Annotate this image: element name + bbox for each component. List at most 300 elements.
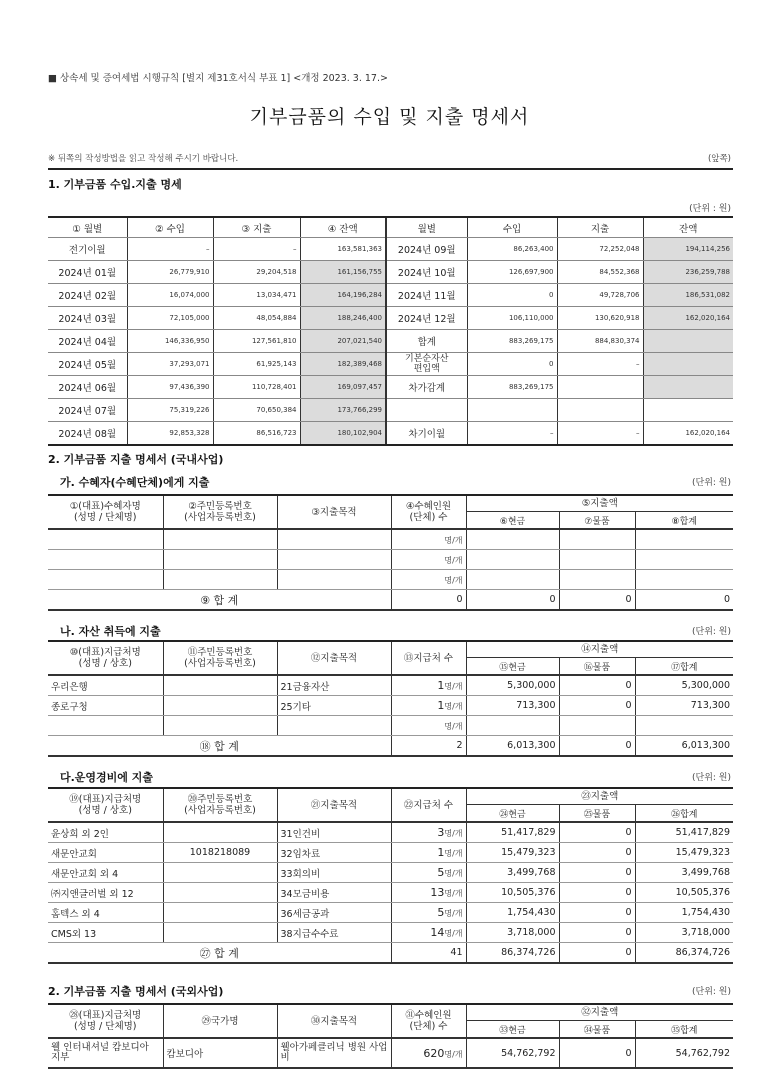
header-cell: ⑫지출목적: [277, 641, 391, 675]
name-cell: [48, 550, 163, 570]
name-cell: 새문안교회: [48, 843, 163, 863]
registration-cell: [163, 570, 277, 590]
table-row: [48, 399, 733, 422]
sum-label: ⑨ 합 계: [48, 590, 391, 611]
purpose-cell: 33회의비: [277, 863, 391, 883]
header-cell: ㉒지급처 수: [391, 788, 466, 822]
table-row: [48, 863, 733, 883]
name-cell: 새문안교회 외 4: [48, 863, 163, 883]
header-cell: ⑬지급처 수: [391, 641, 466, 675]
name-cell: ㈜지앤글러벌 외 12: [48, 883, 163, 903]
month-cell: 2024년 05월: [48, 353, 127, 376]
header-text: (성명 / 단체명): [73, 1021, 137, 1032]
cash-cell: [466, 570, 559, 590]
section3-title: 2. 기부금품 지출 명세서 (국외사업): [48, 985, 224, 998]
total-cell: 1,754,430: [635, 903, 733, 923]
header-cell: [48, 641, 163, 675]
registration-cell: [163, 863, 277, 883]
registration-cell: [163, 696, 277, 716]
income-cell: 92,853,328: [127, 422, 213, 446]
sum-total: 6,013,300: [635, 736, 733, 757]
expense-cell: 127,561,810: [213, 330, 300, 353]
header-cell: [391, 1004, 466, 1038]
table-row: [48, 716, 733, 736]
sum-label: ⑱ 합 계: [48, 736, 391, 757]
count-cell: [391, 843, 466, 863]
balance-cell: 236,259,788: [643, 261, 733, 284]
count-unit: 명/개: [444, 722, 463, 731]
balance-cell: 173,766,299: [300, 399, 386, 422]
sum-total: 0: [635, 590, 733, 611]
table-row: [48, 570, 733, 590]
count-unit: 명/개: [444, 1049, 463, 1059]
header-cell: ㉔현금: [466, 805, 559, 823]
count-unit: 명/개: [444, 576, 463, 585]
balance-cell: 207,021,540: [300, 330, 386, 353]
header-text: (성명 / 상호): [78, 805, 132, 816]
income-cell: 26,779,910: [127, 261, 213, 284]
cash-cell: 51,417,829: [466, 822, 559, 843]
column-header: 잔액: [643, 217, 733, 238]
header-cell: ③지출목적: [277, 495, 391, 529]
total-cell: 10,505,376: [635, 883, 733, 903]
sum-cash: 86,374,726: [466, 943, 559, 964]
purpose-cell: 38지급수수료: [277, 923, 391, 943]
table-row: [48, 330, 733, 353]
purpose-cell: 36세금공과: [277, 903, 391, 923]
table-row: [48, 675, 733, 696]
income-cell: [467, 399, 557, 422]
name-cell: 종로구청: [48, 696, 163, 716]
table-row: [48, 883, 733, 903]
registration-cell: [163, 529, 277, 550]
income-cell: 883,269,175: [467, 376, 557, 399]
month-cell: 2024년 04월: [48, 330, 127, 353]
count-unit: 명/개: [444, 929, 463, 938]
table-row: [48, 284, 733, 307]
income-cell: 86,263,400: [467, 238, 557, 261]
registration-cell: [163, 903, 277, 923]
month-cell: 전기이월: [48, 238, 127, 261]
total-cell: 713,300: [635, 696, 733, 716]
header-cell: [391, 495, 466, 529]
name-cell: [48, 716, 163, 736]
expense-cell: [557, 376, 643, 399]
section2-ga-unit: (단위: 원): [692, 478, 731, 488]
month-cell: 2024년 01월: [48, 261, 127, 284]
header-cell: [163, 788, 277, 822]
cash-cell: [466, 716, 559, 736]
purpose-cell: 21금융자산: [277, 675, 391, 696]
count-cell: [391, 863, 466, 883]
month-cell: [386, 353, 467, 376]
count-unit: 명/개: [444, 682, 463, 691]
income-cell: 75,319,226: [127, 399, 213, 422]
purpose-cell: 웰아가페클리닉 병원 사업비: [277, 1038, 391, 1068]
month-cell: 차기이월: [386, 422, 467, 446]
header-text: (성명 / 단체명): [73, 512, 137, 523]
goods-cell: [559, 570, 635, 590]
registration-cell: 1018218089: [163, 843, 277, 863]
income-cell: 97,436,390: [127, 376, 213, 399]
expense-cell: 86,516,723: [213, 422, 300, 446]
country-cell: 캄보디아: [163, 1038, 277, 1068]
header-cell: ⑯물품: [559, 658, 635, 676]
column-header: 수입: [467, 217, 557, 238]
table-row: [48, 822, 733, 843]
sum-goods: 0: [559, 943, 635, 964]
count-value: 1: [437, 846, 445, 859]
count-cell: [391, 923, 466, 943]
name-cell: [48, 570, 163, 590]
balance-cell: 162,020,164: [643, 307, 733, 330]
table-row: [48, 422, 733, 446]
total-cell: [635, 570, 733, 590]
total-cell: 5,300,000: [635, 675, 733, 696]
count-unit: 명/개: [444, 702, 463, 711]
cash-cell: 713,300: [466, 696, 559, 716]
month-label: 기본순자산 편입액: [405, 354, 449, 374]
section1-unit: (단위 : 원): [689, 204, 731, 214]
table-row: [48, 923, 733, 943]
sum-row: [48, 943, 733, 964]
count-value: 14: [430, 926, 445, 939]
count-value: 1: [437, 699, 445, 712]
table-row: [48, 353, 733, 376]
regulation-note: ■ 상속세 및 증여세법 시행규칙 [별지 제31호서식 부표 1] <개정 2023. 3. 17.>: [48, 73, 388, 84]
count-cell: [391, 529, 466, 550]
count-value: 620: [423, 1046, 445, 1060]
total-cell: 54,762,792: [635, 1038, 733, 1068]
registration-cell: [163, 550, 277, 570]
sum-label: ㉗ 합 계: [48, 943, 391, 964]
name-cell: CMS외 13: [48, 923, 163, 943]
table-row: [48, 261, 733, 284]
table-header-row: [48, 217, 733, 238]
income-cell: 146,336,950: [127, 330, 213, 353]
expense-cell: 884,830,374: [557, 330, 643, 353]
sum-cash: 6,013,300: [466, 736, 559, 757]
expense-cell: –: [557, 422, 643, 446]
name-cell: [48, 529, 163, 550]
balance-cell: 182,389,468: [300, 353, 386, 376]
goods-cell: 0: [559, 696, 635, 716]
count-cell: [391, 883, 466, 903]
page-title: 기부금품의 수입 및 지출 명세서: [249, 106, 530, 128]
column-header: ① 월별: [48, 217, 127, 238]
header-text: ②주민등록번호: [188, 501, 252, 512]
total-cell: 3,718,000: [635, 923, 733, 943]
column-header: ③ 지출: [213, 217, 300, 238]
count-cell: [391, 675, 466, 696]
header-cell: ⑰합계: [635, 658, 733, 676]
table-row: [48, 696, 733, 716]
registration-cell: [163, 883, 277, 903]
expense-cell: 84,552,368: [557, 261, 643, 284]
cash-cell: 54,762,792: [466, 1038, 559, 1068]
header-text: (단체) 수: [409, 512, 448, 523]
count-unit: 명/개: [444, 869, 463, 878]
count-cell: [391, 550, 466, 570]
header-text: ⑩(대표)지급처명: [69, 647, 141, 658]
header-text: ⑳주민등록번호: [187, 794, 253, 805]
balance-cell: 161,156,755: [300, 261, 386, 284]
count-unit: 명/개: [444, 829, 463, 838]
table-row: [48, 843, 733, 863]
goods-cell: 0: [559, 675, 635, 696]
header-text: (성명 / 상호): [78, 658, 132, 669]
count-unit: 명/개: [444, 849, 463, 858]
count-cell: [391, 903, 466, 923]
income-cell: 0: [467, 353, 557, 376]
table-row: [48, 238, 733, 261]
count-cell: [391, 570, 466, 590]
balance-cell: 162,020,164: [643, 422, 733, 446]
divider: [48, 168, 733, 170]
operating-expense-table: [48, 787, 733, 964]
expense-cell: 29,204,518: [213, 261, 300, 284]
header-cell: ⑥현금: [466, 512, 559, 530]
column-header: ② 수입: [127, 217, 213, 238]
goods-cell: [559, 550, 635, 570]
header-text: ④수혜인원: [405, 501, 452, 512]
header-cell: ⑦물품: [559, 512, 635, 530]
month-cell: 2024년 06월: [48, 376, 127, 399]
purpose-cell: [277, 716, 391, 736]
header-cell: [163, 495, 277, 529]
registration-cell: [163, 716, 277, 736]
goods-cell: 0: [559, 843, 635, 863]
month-cell: 합계: [386, 330, 467, 353]
month-cell: 2024년 12월: [386, 307, 467, 330]
section2-da-title: 다.운영경비에 지출: [60, 771, 154, 784]
table-row: [48, 903, 733, 923]
count-unit: 명/개: [444, 536, 463, 545]
total-cell: [635, 716, 733, 736]
header-text: (단체) 수: [409, 1021, 448, 1032]
sum-count: 2: [391, 736, 466, 757]
total-cell: 15,479,323: [635, 843, 733, 863]
balance-cell: [643, 399, 733, 422]
header-cell: ⑮현금: [466, 658, 559, 676]
sum-goods: 0: [559, 736, 635, 757]
column-header: ④ 잔액: [300, 217, 386, 238]
purpose-cell: 32임차료: [277, 843, 391, 863]
month-cell: 2024년 10월: [386, 261, 467, 284]
table-row: [48, 307, 733, 330]
header-cell: ㉝현금: [466, 1021, 559, 1039]
month-cell: 2024년 09월: [386, 238, 467, 261]
count-value: 3: [437, 826, 445, 839]
month-cell: 2024년 02월: [48, 284, 127, 307]
income-cell: 883,269,175: [467, 330, 557, 353]
count-value: 5: [437, 866, 445, 879]
total-cell: 3,499,768: [635, 863, 733, 883]
balance-cell: 186,531,082: [643, 284, 733, 307]
sum-goods: 0: [559, 590, 635, 611]
month-cell: 2024년 07월: [48, 399, 127, 422]
balance-cell: 188,246,400: [300, 307, 386, 330]
income-expense-table: [48, 216, 733, 446]
count-value: 5: [437, 906, 445, 919]
goods-cell: 0: [559, 883, 635, 903]
section2-na-title: 나. 자산 취득에 지출: [60, 625, 161, 638]
name-cell: 우리은행: [48, 675, 163, 696]
expense-cell: –: [557, 353, 643, 376]
header-cell: [48, 1004, 163, 1038]
expense-cell: 48,054,884: [213, 307, 300, 330]
purpose-cell: 25기타: [277, 696, 391, 716]
header-cell: ⑤지출액: [466, 495, 733, 512]
goods-cell: [559, 529, 635, 550]
expense-cell: 110,728,401: [213, 376, 300, 399]
count-unit: 명/개: [444, 889, 463, 898]
cash-cell: 10,505,376: [466, 883, 559, 903]
asset-acquisition-table: [48, 640, 733, 757]
section2-ga-title: 가. 수혜자(수혜단체)에게 지출: [60, 476, 210, 489]
income-cell: 126,697,900: [467, 261, 557, 284]
header-cell: ㉓지출액: [466, 788, 733, 805]
cash-cell: 1,754,430: [466, 903, 559, 923]
count-cell: [391, 696, 466, 716]
count-cell: [391, 822, 466, 843]
sum-row: [48, 736, 733, 757]
month-cell: 2024년 11월: [386, 284, 467, 307]
expense-cell: 70,650,384: [213, 399, 300, 422]
header-cell: ㉙국가명: [163, 1004, 277, 1038]
total-cell: 51,417,829: [635, 822, 733, 843]
header-cell: ㉟합계: [635, 1021, 733, 1039]
sum-count: 0: [391, 590, 466, 611]
sum-row: [48, 590, 733, 611]
purpose-cell: [277, 550, 391, 570]
balance-cell: 164,196,284: [300, 284, 386, 307]
header-cell: [48, 495, 163, 529]
purpose-cell: [277, 529, 391, 550]
sum-cash: 0: [466, 590, 559, 611]
name-cell: 웰 인터내셔널 캄보디아 지부: [48, 1038, 163, 1068]
month-cell: [386, 399, 467, 422]
goods-cell: 0: [559, 903, 635, 923]
count-cell: [391, 716, 466, 736]
registration-cell: [163, 923, 277, 943]
count-unit: 명/개: [444, 909, 463, 918]
header-cell: [48, 788, 163, 822]
header-cell: ㉜지출액: [466, 1004, 733, 1021]
cash-cell: [466, 550, 559, 570]
column-header: 월별: [386, 217, 467, 238]
section2-na-unit: (단위: 원): [692, 627, 731, 637]
header-cell: ㉞물품: [559, 1021, 635, 1039]
header-text: ㉛수혜인원: [405, 1010, 452, 1021]
cash-cell: [466, 529, 559, 550]
beneficiary-expense-table: [48, 494, 733, 611]
header-cell: ㉑지출목적: [277, 788, 391, 822]
count-cell: [391, 1038, 466, 1068]
name-cell: 윤상희 외 2인: [48, 822, 163, 843]
table-row: [48, 376, 733, 399]
header-text: ①(대표)수혜자명: [69, 501, 141, 512]
balance-cell: 194,114,256: [643, 238, 733, 261]
income-cell: –: [127, 238, 213, 261]
table-row: [48, 1038, 733, 1068]
purpose-cell: [277, 570, 391, 590]
goods-cell: [559, 716, 635, 736]
header-text: ⑲(대표)지급처명: [69, 794, 142, 805]
cash-cell: 5,300,000: [466, 675, 559, 696]
registration-cell: [163, 822, 277, 843]
expense-cell: 130,620,918: [557, 307, 643, 330]
expense-cell: 61,925,143: [213, 353, 300, 376]
goods-cell: 0: [559, 822, 635, 843]
income-cell: 72,105,000: [127, 307, 213, 330]
cash-cell: 3,718,000: [466, 923, 559, 943]
cash-cell: 15,479,323: [466, 843, 559, 863]
header-text: ㉘(대표)지급처명: [69, 1010, 142, 1021]
income-cell: 16,074,000: [127, 284, 213, 307]
balance-cell: 169,097,457: [300, 376, 386, 399]
total-cell: [635, 529, 733, 550]
header-cell: [163, 641, 277, 675]
purpose-cell: 31인건비: [277, 822, 391, 843]
count-value: 1: [437, 679, 445, 692]
income-cell: 37,293,071: [127, 353, 213, 376]
sum-count: 41: [391, 943, 466, 964]
table-row: [48, 529, 733, 550]
month-cell: 차가감계: [386, 376, 467, 399]
header-cell: ㉕물품: [559, 805, 635, 823]
balance-cell: 180,102,904: [300, 422, 386, 446]
header-cell: ⑧합계: [635, 512, 733, 530]
goods-cell: 0: [559, 1038, 635, 1068]
sum-total: 86,374,726: [635, 943, 733, 964]
instruction-note: ※ 뒤쪽의 작성방법을 읽고 작성해 주시기 바랍니다.: [48, 154, 239, 164]
count-value: 13: [430, 886, 445, 899]
header-cell: ㉚지출목적: [277, 1004, 391, 1038]
header-cell: ㉖합계: [635, 805, 733, 823]
overseas-expense-table: [48, 1003, 733, 1069]
total-cell: [635, 550, 733, 570]
section1-title: 1. 기부금품 수입.지출 명세: [48, 178, 182, 191]
column-header: 지출: [557, 217, 643, 238]
table-row: [48, 550, 733, 570]
section3-unit: (단위: 원): [692, 987, 731, 997]
header-cell: ⑭지출액: [466, 641, 733, 658]
expense-cell: 49,728,706: [557, 284, 643, 307]
name-cell: 홈텍스 외 4: [48, 903, 163, 923]
purpose-cell: 34모금비용: [277, 883, 391, 903]
section2-da-unit: (단위: 원): [692, 773, 731, 783]
expense-cell: 72,252,048: [557, 238, 643, 261]
month-cell: 2024년 08월: [48, 422, 127, 446]
balance-cell: 163,581,363: [300, 238, 386, 261]
cash-cell: 3,499,768: [466, 863, 559, 883]
balance-cell: [643, 330, 733, 353]
page-side-label: (앞쪽): [707, 154, 731, 164]
income-cell: –: [467, 422, 557, 446]
header-text: (사업자등록번호): [184, 658, 256, 669]
expense-cell: 13,034,471: [213, 284, 300, 307]
expense-cell: –: [213, 238, 300, 261]
balance-cell: [643, 353, 733, 376]
goods-cell: 0: [559, 923, 635, 943]
balance-cell: [643, 376, 733, 399]
income-cell: 0: [467, 284, 557, 307]
registration-cell: [163, 675, 277, 696]
month-cell: 2024년 03월: [48, 307, 127, 330]
header-text: (사업자등록번호): [184, 805, 256, 816]
count-unit: 명/개: [444, 556, 463, 565]
